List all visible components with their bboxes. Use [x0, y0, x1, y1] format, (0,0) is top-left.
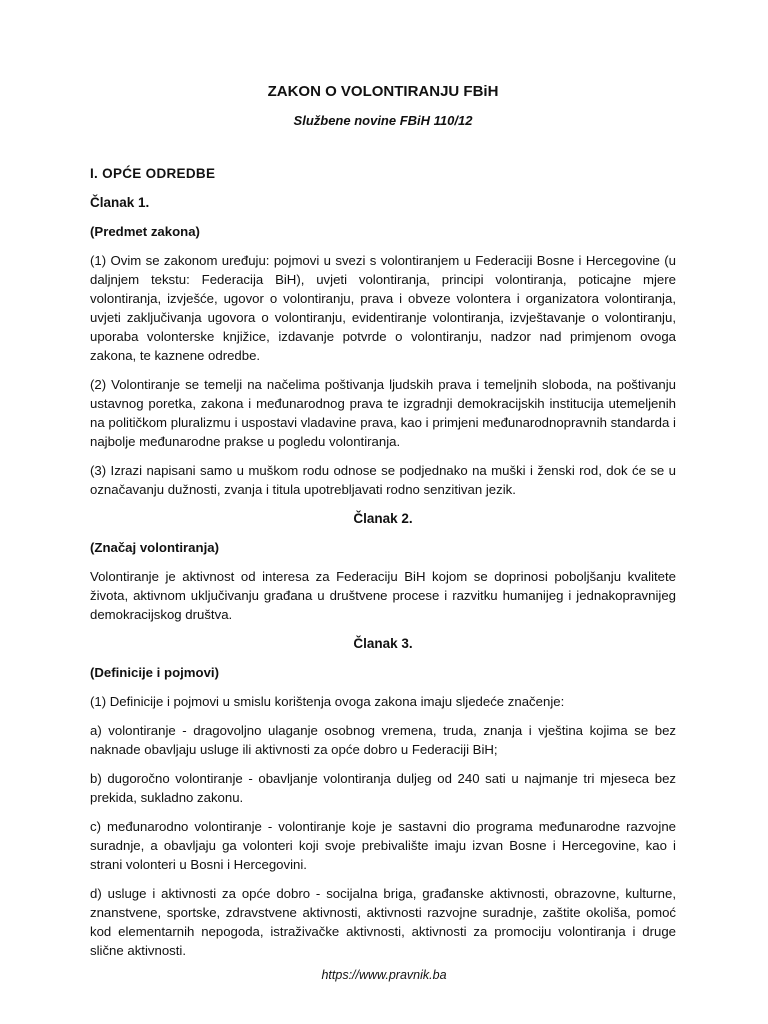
article-1-paragraph-3: (3) Izrazi napisani samo u muškom rodu odnose se podjednako na muški i ženski rod, dok će se u označavanju dužnosti, zvanja i titula upotrebljavati rodno senzitivan jezik. [90, 463, 676, 497]
article-3-definition-a: a) volontiranje - dragovoljno ulaganje osobnog vremena, truda, znanja i vještina kojima se bez naknade obavljaju usluge ili aktivnosti za opće dobro u Federaciji BiH; [90, 723, 676, 757]
article-2-title: Članak 2. [353, 511, 413, 526]
article-3-paragraph-1: (1) Definicije i pojmovi u smislu korištenja ovoga zakona imaju sljedeće značenje: [90, 694, 565, 709]
document-body [90, 82, 676, 970]
article-3-title: Članak 3. [353, 636, 413, 651]
article-3-definition-b: b) dugoročno volontiranje - obavljanje volontiranja duljeg od 240 sati u najmanje tri mjeseca bez prekida, sukladno zakonu. [90, 771, 676, 805]
article-2-paragraph-1: Volontiranje je aktivnost od interesa za Federaciju BiH kojom se doprinosi poboljšanju kvalitete života, aktivnom uključivanju građana u društvene procese i razvitku humanijeg i jednakopravnijeg demokracijskog društva. [90, 569, 676, 622]
article-1-title: Članak 1. [90, 195, 150, 210]
article-3-definition-d: d) usluge i aktivnosti za opće dobro - socijalna briga, građanske aktivnosti, obrazovne, kulturne, znanstvene, sportske, zdravstvene aktivnosti, aktivnosti razvojne suradnje, zaštite okoliša, pomoć kod elementarnih nepogoda, istraživačke aktivnosti, aktivnosti za promociju volontiranja i druge slične aktivnosti. [90, 886, 676, 958]
article-3-subject: (Definicije i pojmovi) [90, 665, 219, 680]
article-1-paragraph-1: (1) Ovim se zakonom uređuju: pojmovi u svezi s volontiranjem u Federaciji Bosne i Hercegovine (u daljnjem tekstu: Federacija BiH), uvjeti volontiranja, principi volontiranja, poticajne mjere volontiranja, izvješće, ugovor o volontiranju, prava i obveze volontera i organizatora volontiranja, uvjeti zaključivanja ugovora o volontiranju, evidentiranje volontiranja, izvještavanje o volontiranju, uporaba volonterske knjižice, izdavanje potvrde o volontiranju, nadzor nad primjenom ovoga zakona, te kaznene odredbe. [90, 253, 676, 363]
section-heading: I. OPĆE ODREDBE [90, 166, 216, 181]
document-title: ZAKON O VOLONTIRANJU FBiH [267, 83, 499, 100]
footer-url: https://www.pravnik.ba [321, 968, 447, 982]
article-1-paragraph-2: (2) Volontiranje se temelji na načelima poštivanja ljudskih prava i temeljnih sloboda, na poštivanju ustavnog poretka, zakona i međunarodnog prava te izgradnji demokracijskih institucija utemeljenih na političkom pluralizmu i uspostavi vladavine prava, kao i primjeni međunarodnopravnih standarda i najbolje međunarodne prakse u pogledu volontiranja. [90, 377, 676, 449]
article-1-subject: (Predmet zakona) [90, 224, 200, 239]
document-subtitle: Službene novine FBiH 110/12 [293, 113, 473, 128]
article-3-definition-c: c) međunarodno volontiranje - volontiranje koje je sastavni dio programa međunarodne razvojne suradnje, a obavljaju ga volonteri koji svoje prebivalište imaju izvan Bosne i Hercegovine, kao i strani volonteri u Bosni i Hercegovini. [90, 819, 676, 872]
article-2-subject: (Značaj volontiranja) [90, 540, 219, 555]
